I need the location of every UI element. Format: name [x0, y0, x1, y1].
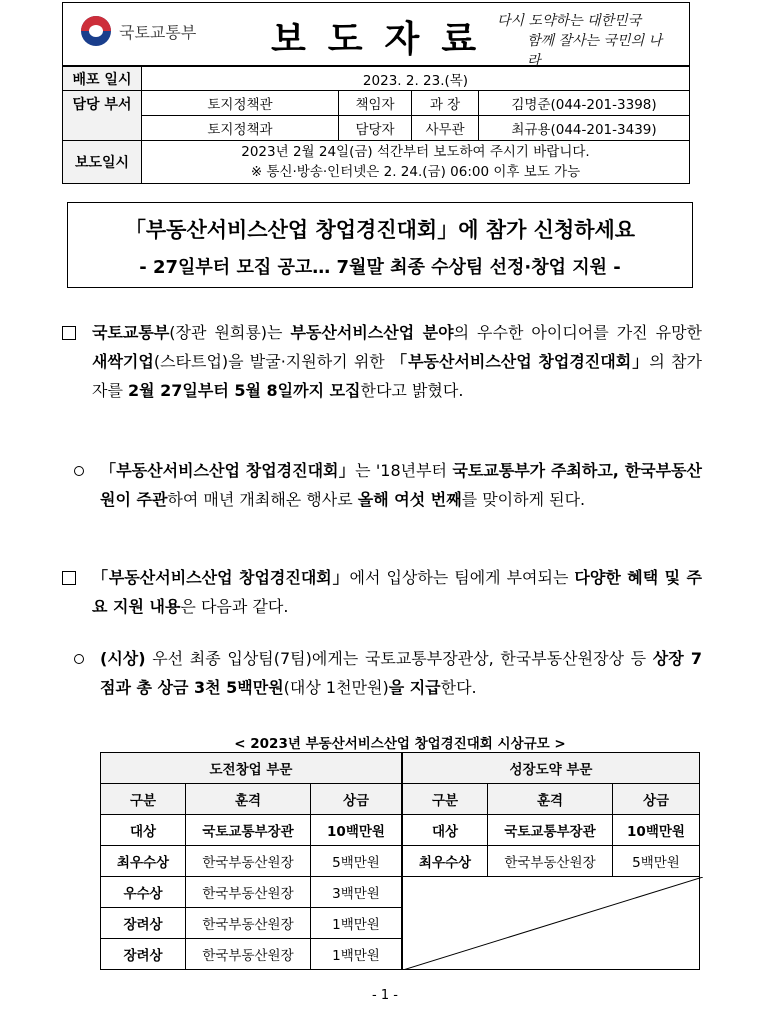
bold-text-run: 「부동산서비스산업 창업경진대회」	[390, 352, 650, 371]
bold-text-run: 「부동산서비스산업 창업경진대회」	[92, 568, 350, 587]
role-1: 책임자	[339, 91, 412, 116]
bold-text-run: 새싹기업	[92, 352, 154, 371]
table-cell: 5백만원	[311, 846, 403, 877]
text-run: 우선 최종 입상팀(7팀)에게는 국토교통부장관상, 한국부동산원장상 등	[145, 649, 653, 668]
bold-text-run: 국토교통부	[92, 323, 170, 342]
table-cell: 한국부동산원장	[186, 846, 311, 877]
table-cell: 10백만원	[311, 815, 403, 846]
table-cell: 우수상	[101, 877, 186, 908]
table-cell: 최우수상	[101, 846, 186, 877]
table-cell: 국토교통부장관	[186, 815, 311, 846]
diagonal-line	[403, 877, 703, 970]
bold-text-run: 올해 여섯 번째	[357, 490, 462, 509]
col-header: 훈격	[488, 784, 613, 815]
text-run: 의 참가자를	[92, 352, 702, 400]
ministry-name: 국토교통부	[119, 22, 197, 42]
paragraph-4-text	[100, 644, 702, 702]
square-bullet-icon	[62, 563, 84, 594]
text-run: 를 맞이하게 된다.	[461, 490, 586, 509]
embargo-line-1: 2023년 2월 24일(금) 석간부터 보도하여 주시기 바랍니다.	[241, 144, 590, 160]
table-cell: 장려상	[101, 908, 186, 939]
table-cell: 국토교통부장관	[488, 815, 613, 846]
contact-2: 최규용(044-201-3439)	[479, 116, 690, 141]
role-2: 담당자	[339, 116, 412, 141]
headline-box	[67, 202, 693, 288]
page-title: 보도자료	[271, 19, 499, 60]
contact-1: 김명준(044-201-3398)	[479, 91, 690, 116]
section-left-title: 도전창업 부문	[101, 753, 403, 784]
text-run: (장관 원희룡)는	[169, 323, 291, 342]
paragraph-3-text	[92, 563, 702, 621]
release-info-table	[62, 66, 690, 184]
paragraph-4	[62, 644, 702, 702]
paragraph-3	[62, 563, 702, 621]
circle-bullet-icon	[74, 644, 96, 673]
col-header: 훈격	[186, 784, 311, 815]
text-run: (스타트업)을 발굴·지원하기 위한	[153, 352, 391, 371]
table-cell: 대상	[402, 815, 488, 846]
col-header: 상금	[311, 784, 403, 815]
text-run: 는 '18년부터	[355, 461, 453, 480]
dept-2: 토지정책과	[142, 116, 339, 141]
bold-text-run: 상장 7점과 총 상금 3천 5백만원	[100, 649, 702, 697]
press-release-header	[62, 2, 690, 69]
text-run: (대상 1천만원)	[283, 678, 389, 697]
slogan-line-2: 함께 잘사는 국민의 나라	[527, 33, 663, 69]
table-cell: 10백만원	[613, 815, 700, 846]
headline-sub: - 27일부터 모집 공고… 7월말 최종 수상팀 선정·창업 지원 -	[139, 257, 621, 278]
bold-text-run: 부동산서비스산업 분야	[290, 323, 454, 342]
col-header: 구분	[101, 784, 186, 815]
section-right-title: 성장도약 부문	[402, 753, 700, 784]
ministry-logo	[81, 16, 196, 46]
col-header: 상금	[613, 784, 700, 815]
paragraph-2	[62, 456, 702, 514]
slogan	[497, 11, 667, 71]
bold-text-run: 2월 27일부터 5월 8일까지 모집	[128, 381, 361, 400]
table-cell: 5백만원	[613, 846, 700, 877]
table-cell: 대상	[101, 815, 186, 846]
text-run: 은 다음과 같다.	[180, 597, 289, 616]
dept-1: 토지정책관	[142, 91, 339, 116]
government-emblem-icon	[81, 16, 111, 46]
col-header: 구분	[402, 784, 488, 815]
slogan-line-1: 다시 도약하는 대한민국	[497, 13, 642, 29]
table-cell: 장려상	[101, 939, 186, 970]
embargo-line-2: ※ 통신·방송·인터넷은 2. 24.(금) 06:00 이후 보도 가능	[250, 164, 581, 180]
empty-diagonal-cell	[402, 877, 700, 970]
position-2: 사무관	[412, 116, 479, 141]
table-cell: 1백만원	[311, 939, 403, 970]
text-run: 하여 매년 개최해온 행사로	[167, 490, 358, 509]
position-1: 과 장	[412, 91, 479, 116]
bold-text-run: (시상)	[100, 649, 146, 668]
table-cell: 3백만원	[311, 877, 403, 908]
text-run: 에서 입상하는 팀에게 부여되는	[349, 568, 575, 587]
release-date-value: 2023. 2. 23.(목)	[142, 67, 690, 91]
square-bullet-icon	[62, 318, 84, 349]
text-run: 의 우수한 아이디어를 가진 유망한	[453, 323, 702, 342]
award-table-caption: < 2023년 부동산서비스산업 창업경진대회 시상규모 >	[234, 736, 566, 752]
bold-text-run: 국토교통부가 주최하고, 한국부동산원이 주관	[100, 461, 702, 509]
table-cell: 한국부동산원장	[186, 877, 311, 908]
paragraph-1-text	[92, 318, 702, 405]
table-cell: 한국부동산원장	[488, 846, 613, 877]
bold-text-run: 다양한 혜택 및 주요 지원 내용	[92, 568, 702, 616]
table-cell: 한국부동산원장	[186, 908, 311, 939]
award-table	[100, 752, 700, 970]
text-run: 한다.	[440, 678, 477, 697]
paragraph-2-text	[100, 456, 702, 514]
embargo-cell	[142, 141, 690, 184]
release-date-label: 배포 일시	[63, 67, 142, 91]
table-cell: 1백만원	[311, 908, 403, 939]
table-cell: 최우수상	[402, 846, 488, 877]
text-run: 한다고 밝혔다.	[360, 381, 464, 400]
page-number: - 1 -	[372, 988, 398, 1003]
embargo-label: 보도일시	[63, 141, 142, 184]
paragraph-1	[62, 318, 702, 405]
headline-main: 「부동산서비스산업 창업경진대회」에 참가 신청하세요	[124, 218, 636, 242]
bold-text-run: 을 지급	[388, 678, 441, 697]
dept-label: 담당 부서	[63, 91, 142, 141]
circle-bullet-icon	[74, 456, 96, 485]
bold-text-run: 「부동산서비스산업 창업경진대회」	[100, 461, 356, 480]
table-cell: 한국부동산원장	[186, 939, 311, 970]
